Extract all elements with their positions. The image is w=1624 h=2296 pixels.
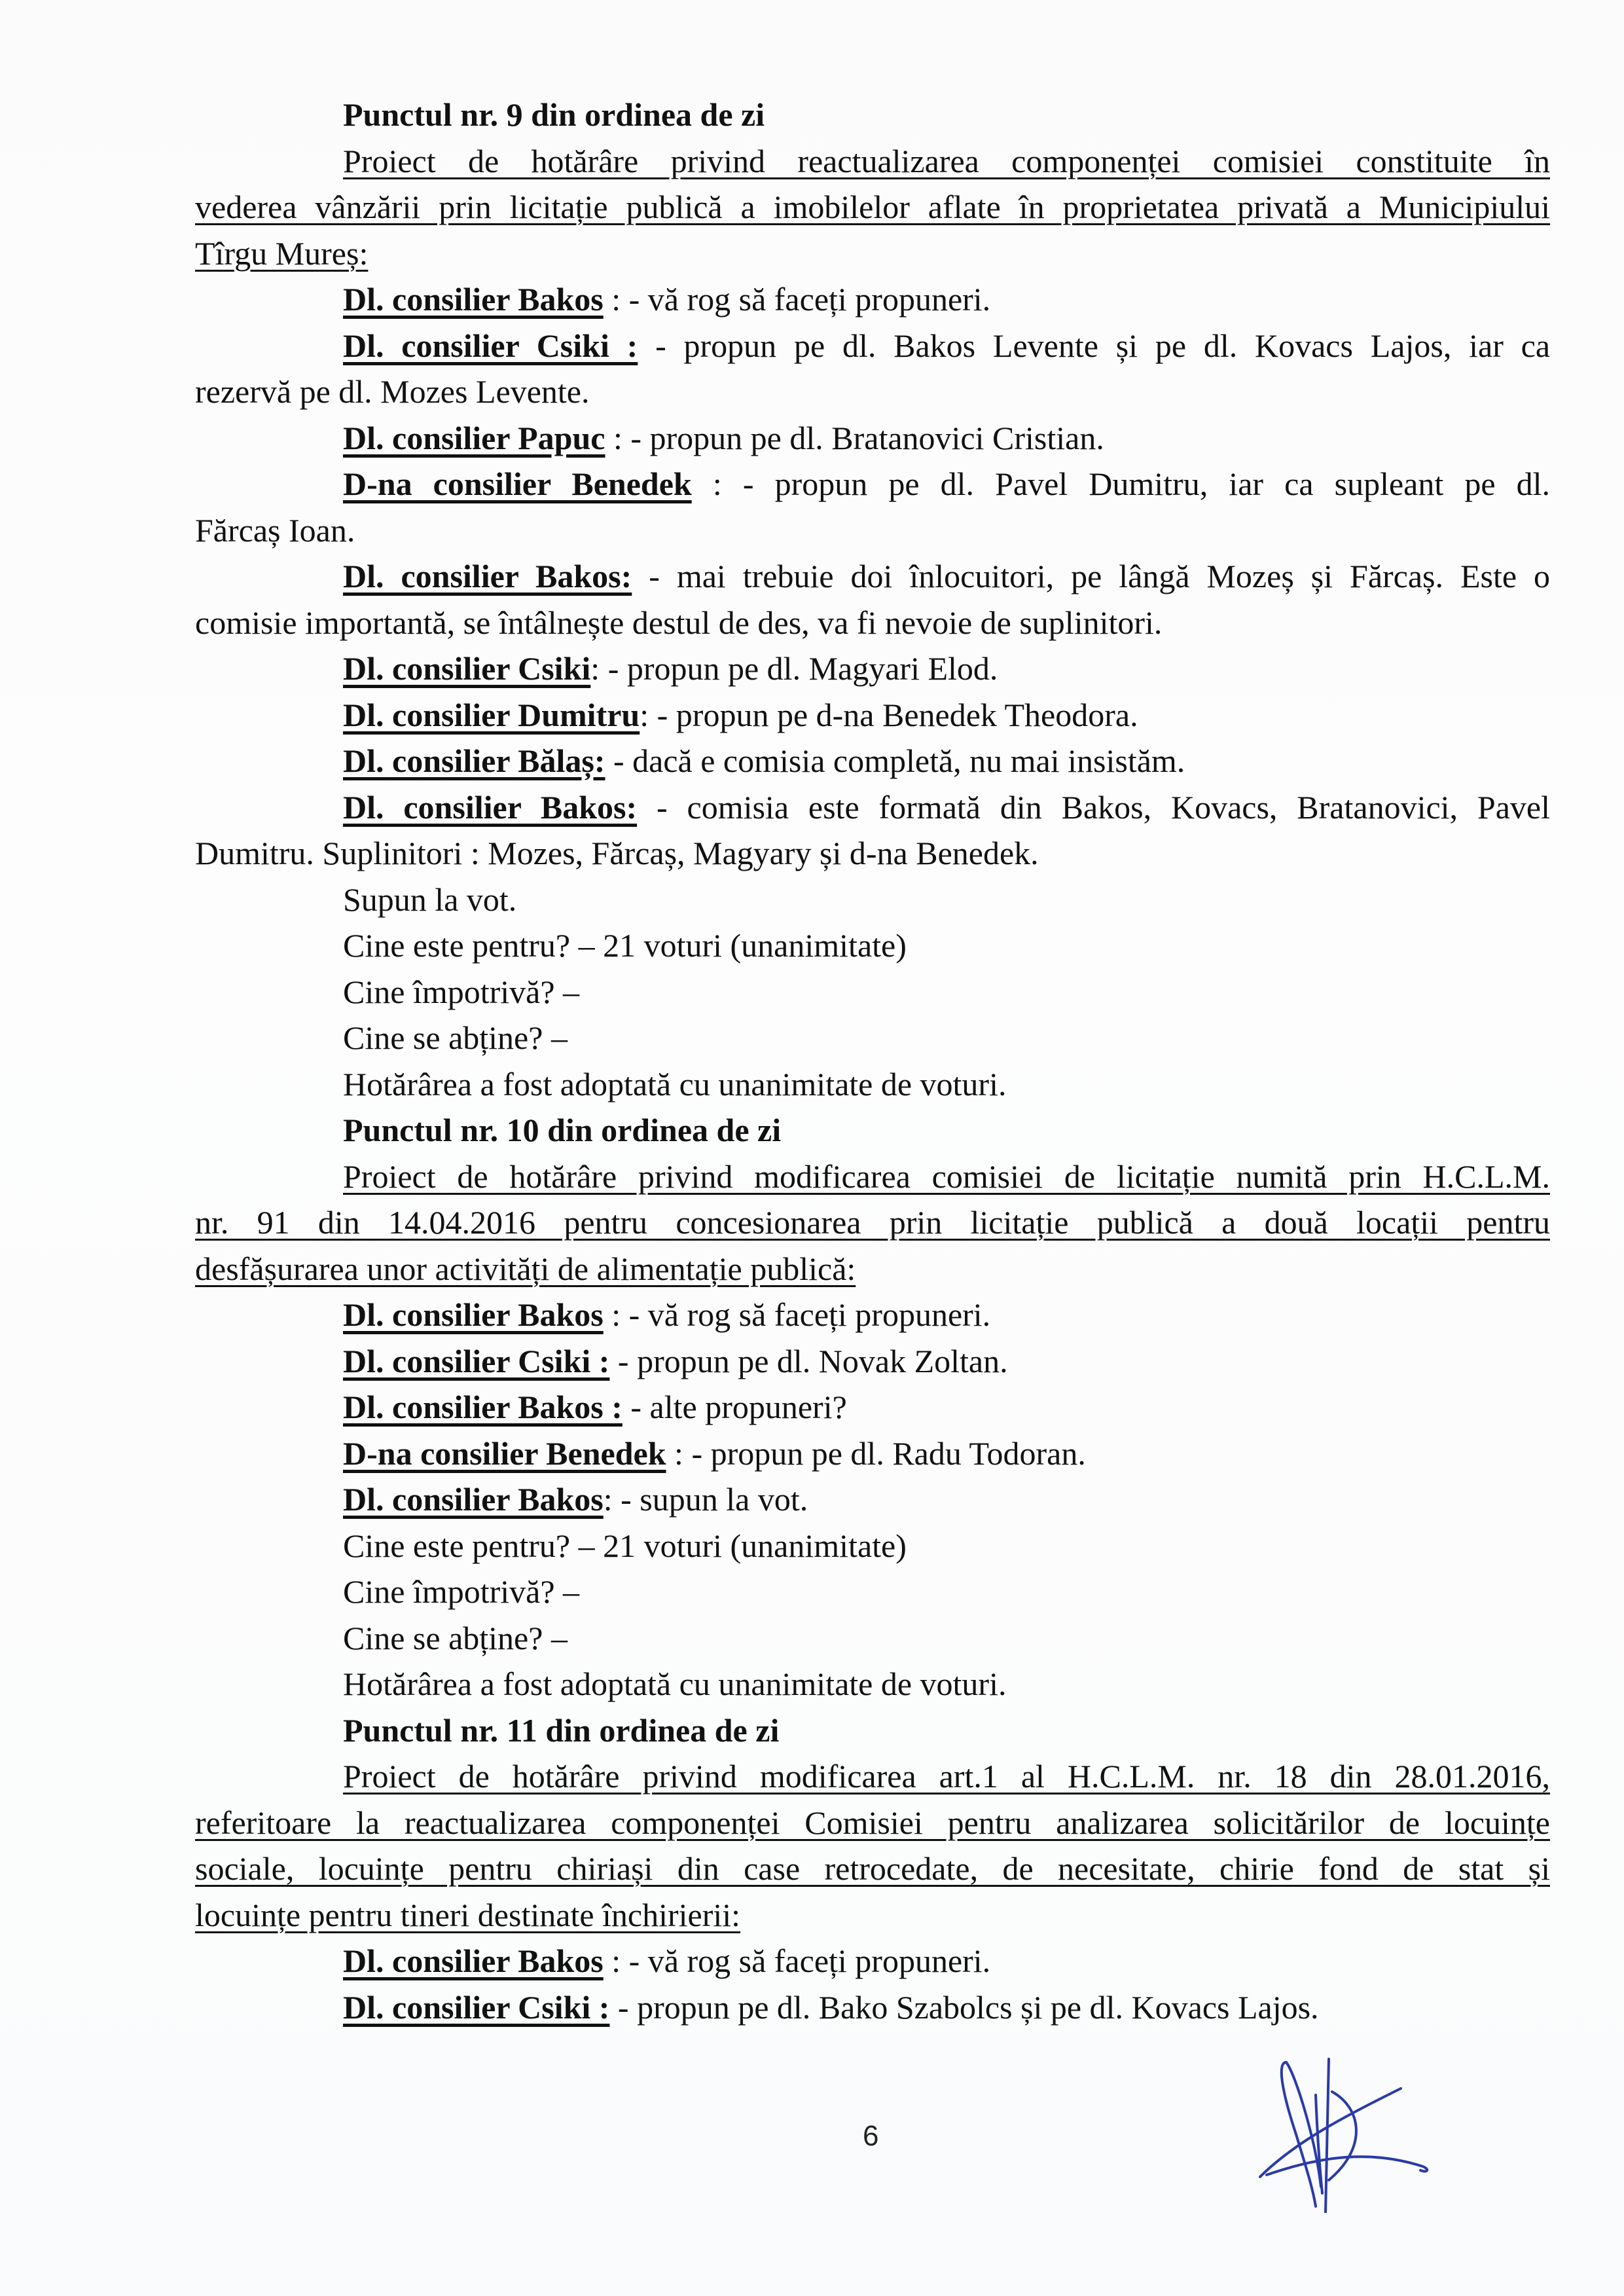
page-number: 6 (863, 2120, 879, 2152)
agenda-item-9 (195, 92, 1550, 1107)
speaker-name: Dl. consilier Papuc (343, 419, 605, 456)
vote-result: Hotărârea a fost adoptată cu unanimitate de voturi. (343, 1666, 1007, 1702)
project-title-line: Tîrgu Mureș: (195, 234, 369, 272)
speaker-name: Dl. consilier Bakos: (343, 558, 632, 594)
agenda-item-11 (195, 1707, 1550, 2031)
statement: Dl. consilier Bakos: - supun la vot. (343, 1481, 808, 1518)
vote-result: Hotărârea a fost adoptată cu unanimitate de voturi. (343, 1065, 1007, 1102)
speaker-name: Dl. consilier Csiki : (343, 327, 638, 364)
statement-text: - vă rog să faceți propuneri. (628, 1296, 991, 1333)
project-title-line: nr. 91 din 14.04.2016 pentru concesionarea prin licitație publică a două locații pentru (195, 1204, 1550, 1241)
vote-abstain: Cine se abține? – (343, 1019, 568, 1056)
agenda-item-10 (195, 1107, 1550, 1707)
agenda-heading: Punctul nr. 9 din ordinea de zi (343, 96, 765, 133)
speaker-name: D-na consilier Benedek (343, 1434, 666, 1472)
project-title-line: desfășurarea unor activități de alimentație publică: (195, 1250, 856, 1287)
statement-continuation: Fărcaș Ioan. (195, 511, 355, 549)
document-body (195, 92, 1550, 2030)
speaker-name: Dl. consilier Csiki (343, 650, 591, 687)
statement-text: - vă rog să faceți propuneri. (628, 281, 991, 318)
statement-text: - comisia este formată din Bakos, Kovacs, Bratanovici, Pavel (657, 788, 1550, 826)
statement-text: - propun pe dl. Magyari Elod. (607, 650, 998, 687)
handwritten-signature-icon (1257, 2056, 1492, 2213)
statement (195, 1338, 1550, 1385)
vote-against: Cine împotrivă? – (343, 973, 580, 1010)
statement-continuation: Dumitru. Suplinitori : Mozes, Fărcaș, Magyary și d-na Benedek. (195, 835, 1039, 871)
statement-text: - propun pe dl. Novak Zoltan. (617, 1342, 1008, 1379)
statement-text: - propun pe dl. Bakos Levente și pe dl. Kovacs Lajos, iar ca (655, 327, 1551, 364)
statement (195, 1984, 1550, 2031)
speaker-name: Dl. consilier Bakos : (343, 1389, 623, 1425)
speaker-name: Dl. consilier Bakos (343, 1296, 604, 1333)
project-title-line: sociale, locuințe pentru chiriași din case retrocedate, de necesitate, chirie fond de stat și (195, 1850, 1550, 1887)
statement: Dl. consilier Csiki: - propun pe dl. Magyari Elod. (343, 650, 998, 687)
statement-text: - vă rog să faceți propuneri. (628, 1942, 991, 1979)
speaker-name: Dl. consilier Csiki : (343, 1342, 610, 1379)
speaker-name: Dl. consilier Bakos (343, 1942, 604, 1979)
statement: Dl. consilier Bakos : - vă rog să faceți propuneri. (343, 1942, 991, 1979)
statement (195, 738, 1550, 784)
speaker-name: D-na consilier Benedek (343, 465, 692, 502)
vote-for: Cine este pentru? – 21 voturi (unanimitate) (343, 927, 907, 964)
statement: Dl. consilier Bakos : - vă rog să faceți propuneri. (343, 1296, 991, 1333)
vote-for: Cine este pentru? – 21 voturi (unanimitate) (343, 1527, 907, 1564)
statement-text: - dacă e comisia completă, nu mai insistăm. (613, 742, 1185, 779)
statement-continuation: rezervă pe dl. Mozes Levente. (195, 373, 590, 410)
project-title-line: locuințe pentru tineri destinate închirierii: (195, 1896, 741, 1933)
vote-abstain: Cine se abține? – (343, 1619, 568, 1656)
statement-text: - mai trebuie doi înlocuitori, pe lângă Mozeș și Fărcaș. Este o (649, 558, 1550, 594)
statement-text: - propun pe dl. Bako Szabolcs și pe dl. Kovacs Lajos. (617, 1988, 1319, 2026)
statement-text: - propun pe dl. Pavel Dumitru, iar ca supleant pe dl. (742, 465, 1551, 502)
vote-intro: Supun la vot. (343, 881, 517, 918)
statement-text: - alte propuneri? (630, 1389, 847, 1425)
statement-text: - propun pe d-na Benedek Theodora. (657, 696, 1138, 733)
project-title-line: referitoare la reactualizarea componenței Comisiei pentru analizarea solicitărilor de locuințe (195, 1804, 1550, 1841)
statement: D-na consilier Benedek : - propun pe dl. Pavel Dumitru, iar ca supleant pe dl. (343, 465, 1551, 502)
statement-text: - propun pe dl. Bratanovici Cristian. (630, 419, 1104, 456)
speaker-name: Dl. consilier Dumitru (343, 696, 640, 733)
statement: Dl. consilier Papuc : - propun pe dl. Bratanovici Cristian. (343, 419, 1104, 456)
statement (195, 323, 1550, 369)
statement: Dl. consilier Dumitru: - propun pe d-na Benedek Theodora. (343, 696, 1138, 733)
speaker-name: Dl. consilier Csiki : (343, 1988, 610, 2026)
agenda-heading: Punctul nr. 11 din ordinea de zi (343, 1711, 780, 1749)
speaker-name: Dl. consilier Bălaș: (343, 742, 605, 779)
speaker-name: Dl. consilier Bakos (343, 1481, 604, 1518)
statement: Dl. consilier Bakos : - vă rog să faceți propuneri. (343, 281, 991, 318)
speaker-name: Dl. consilier Bakos: (343, 788, 638, 826)
agenda-heading: Punctul nr. 10 din ordinea de zi (343, 1112, 782, 1148)
project-title-line: Proiect de hotărâre privind reactualizarea componenței comisiei constituite în (343, 142, 1550, 179)
statement-text: - propun pe dl. Radu Todoran. (691, 1434, 1086, 1472)
statement (195, 553, 1550, 600)
project-title-line: Proiect de hotărâre privind modificarea comisiei de licitație numită prin H.C.L.M. (343, 1157, 1550, 1195)
statement-text: - supun la vot. (621, 1481, 808, 1518)
statement (195, 1384, 1550, 1430)
vote-against: Cine împotrivă? – (343, 1573, 580, 1610)
statement-continuation: comisie importantă, se întâlnește destul de des, va fi nevoie de suplinitori. (195, 604, 1163, 641)
speaker-name: Dl. consilier Bakos (343, 281, 604, 318)
project-title-line: Proiect de hotărâre privind modificarea art.1 al H.C.L.M. nr. 18 din 28.01.2016, (343, 1758, 1550, 1795)
statement: D-na consilier Benedek : - propun pe dl. Radu Todoran. (343, 1434, 1086, 1472)
project-title-line: vederea vânzării prin licitație publică a imobilelor aflate în proprietatea privată a Municipiului (195, 189, 1550, 225)
statement (195, 784, 1550, 831)
